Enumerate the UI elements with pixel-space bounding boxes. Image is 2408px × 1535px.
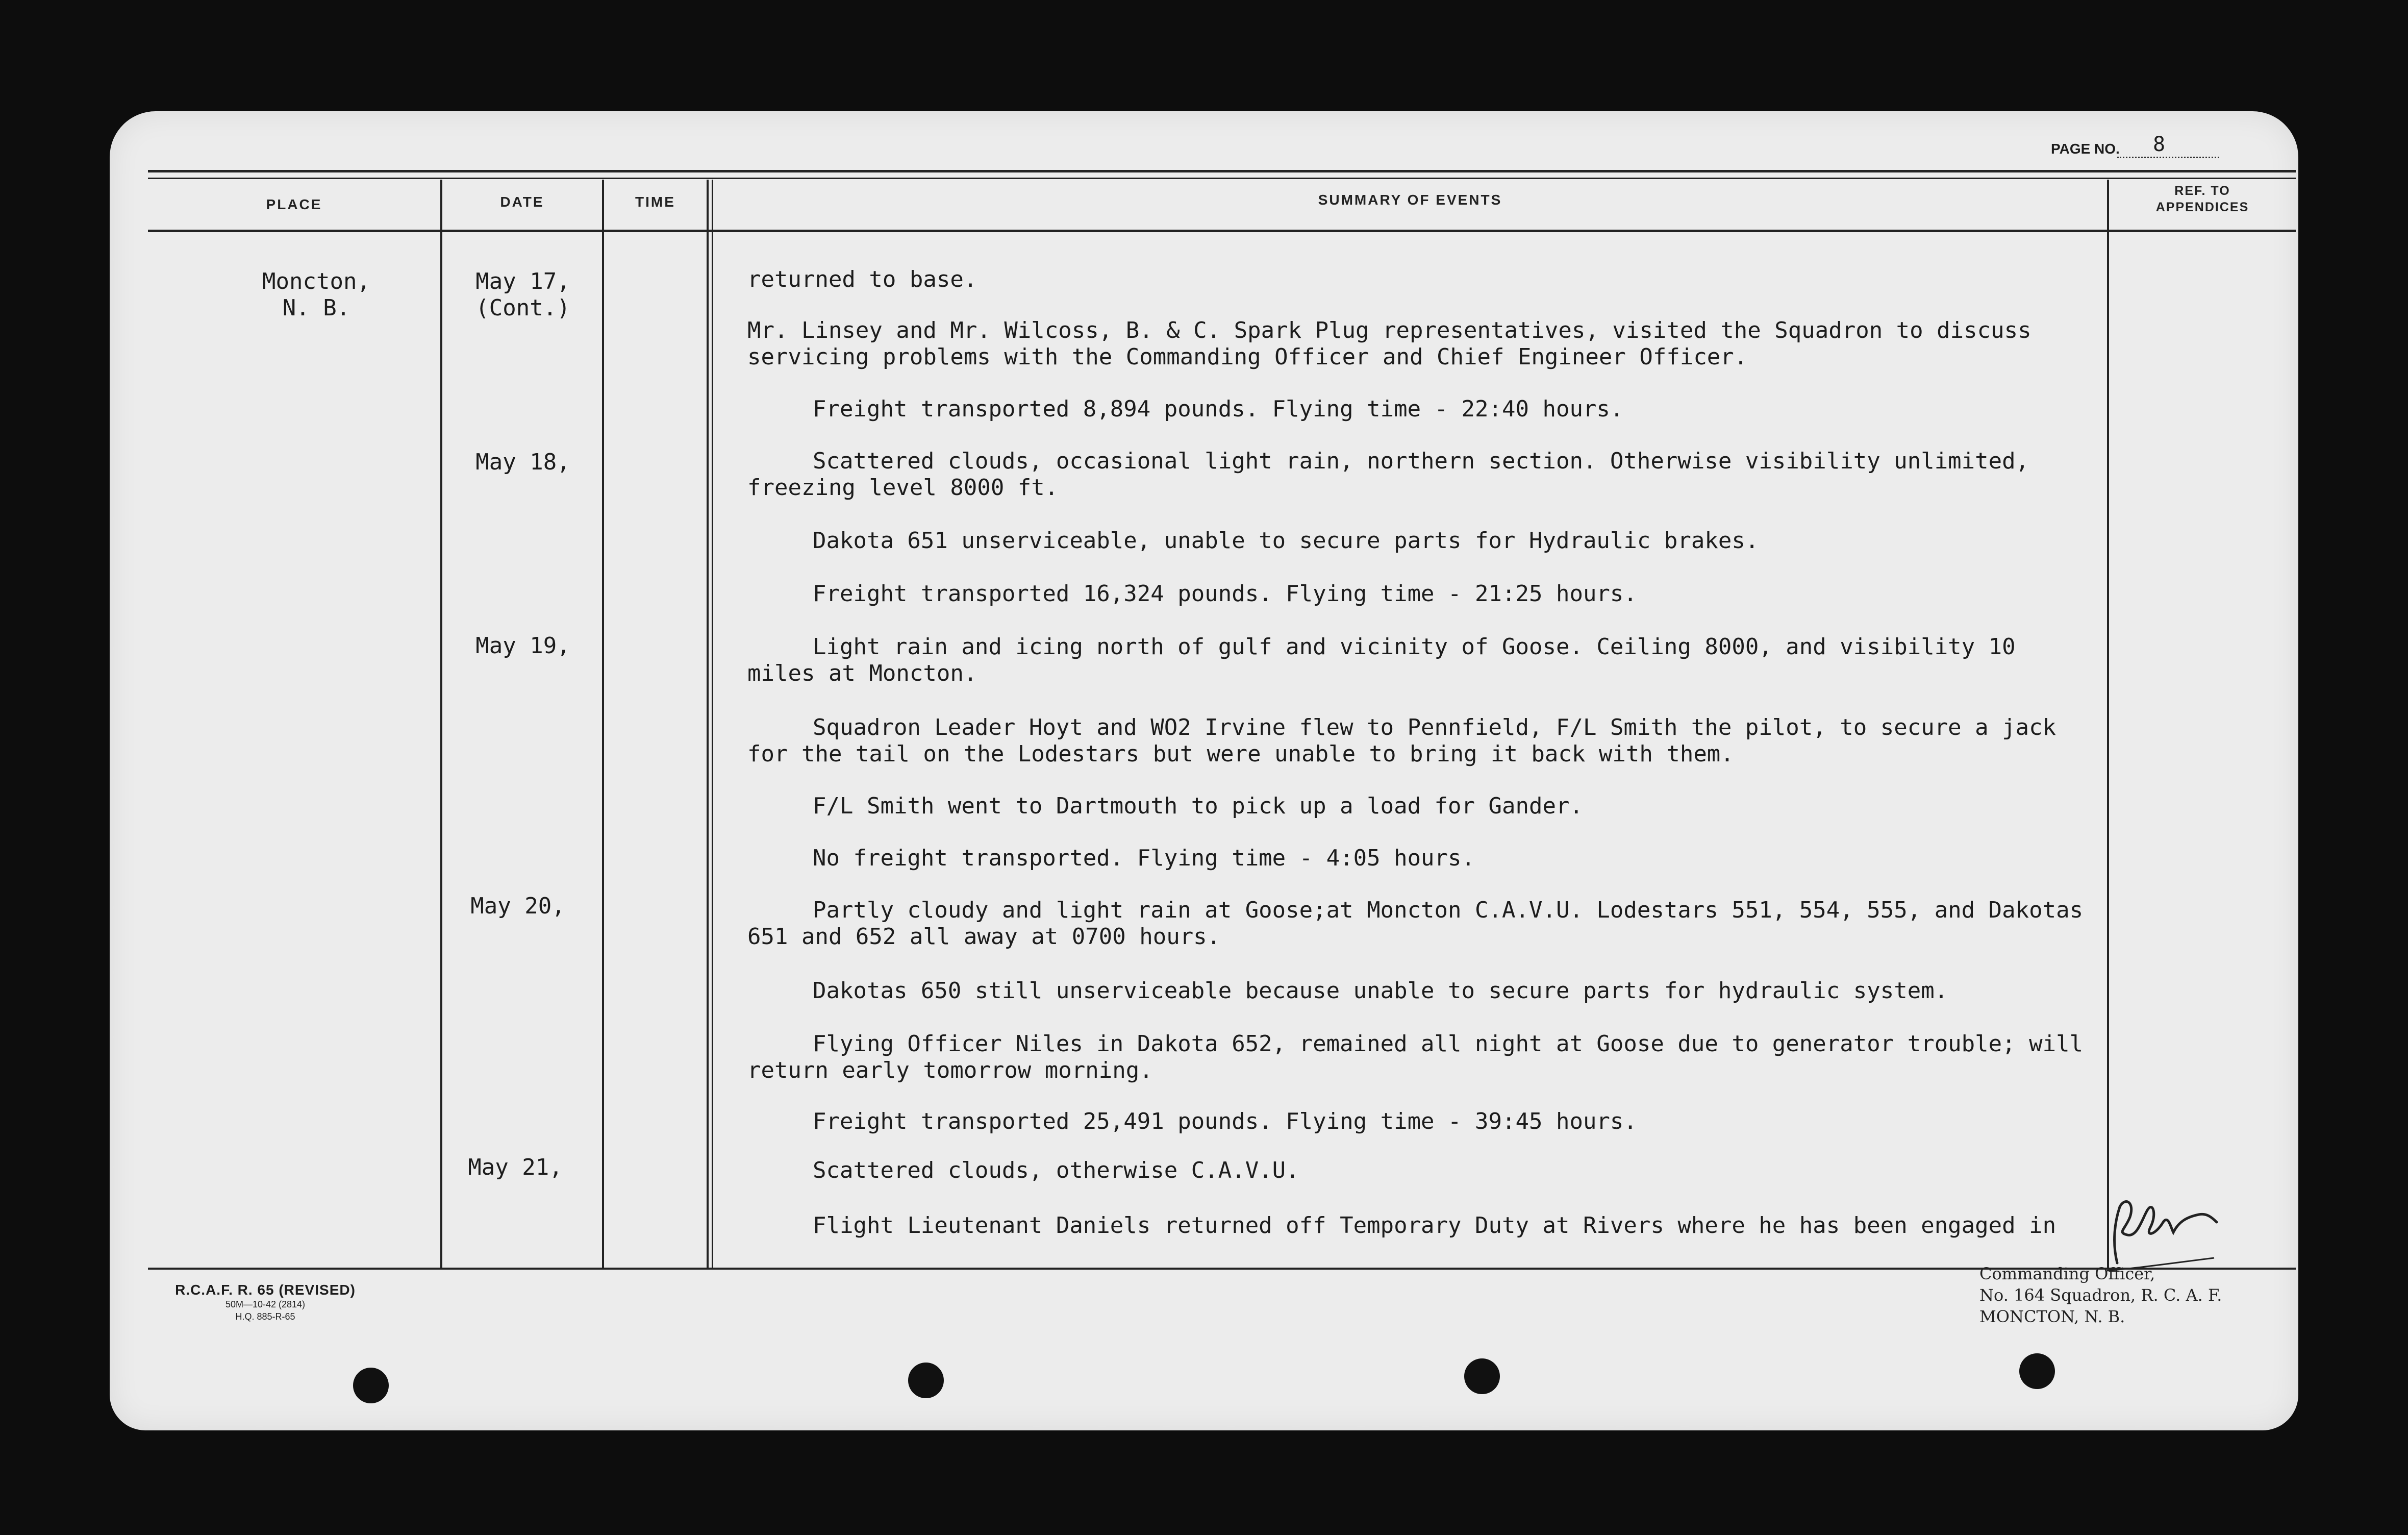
- date-may-20: [444, 893, 592, 920]
- event-entry: Freight transported 25,491 pounds. Flying time - 39:45 hours.: [813, 1108, 1637, 1134]
- date-line1: May 21,: [468, 1154, 563, 1180]
- header-ref-appendices: [2109, 183, 2296, 215]
- header-summary: SUMMARY OF EVENTS: [1318, 192, 1502, 208]
- page-number-underline: [2117, 157, 2219, 158]
- col-divider-place: [440, 180, 442, 1268]
- form-code: R.C.A.F. R. 65 (REVISED): [175, 1282, 356, 1298]
- place-line1: Moncton,: [262, 268, 370, 294]
- place-line2: N. B.: [282, 295, 350, 321]
- event-entry: Freight transported 16,324 pounds. Flying time - 21:25 hours.: [813, 581, 1637, 607]
- event-entry: Dakotas 650 still unserviceable because unable to secure parts for hydraulic system.: [813, 978, 1948, 1004]
- col-divider-time-2: [712, 180, 713, 1268]
- signature-unit: No. 164 Squadron, R. C. A. F.: [1979, 1285, 2222, 1305]
- signature-block: [1979, 1263, 2286, 1327]
- event-entry: Scattered clouds, occasional light rain, northern section. Otherwise visibility unlimited, freezing level 8000 ft.: [747, 448, 2029, 501]
- form-code-block: [148, 1282, 383, 1323]
- event-entry: Light rain and icing north of gulf and vicinity of Goose. Ceiling 8000, and visibility 10 miles at Moncton.: [747, 634, 2016, 686]
- event-entry: Flight Lieutenant Daniels returned off Temporary Duty at Rivers where he has been engaged in: [813, 1212, 2056, 1239]
- page-number-label: PAGE NO.: [2051, 141, 2120, 157]
- bottom-rule: [148, 1268, 2296, 1270]
- event-entry: Scattered clouds, otherwise C.A.V.U.: [813, 1157, 1299, 1183]
- header-bottom-rule: [148, 230, 2296, 232]
- date-may-17: [449, 268, 597, 321]
- col-divider-date: [602, 180, 604, 1268]
- date-may-18: [449, 449, 597, 476]
- print-line1: 50M—10-42 (2814): [225, 1299, 306, 1309]
- date-may-21: [441, 1154, 589, 1181]
- print-line2: H.Q. 885-R-65: [235, 1311, 295, 1322]
- place-entry: [235, 268, 398, 321]
- event-entry: returned to base.: [747, 266, 977, 292]
- header-ref-line2: APPENDICES: [2155, 200, 2249, 214]
- date-line1: May 19,: [475, 633, 570, 659]
- signature-title: Commanding Officer,: [1979, 1264, 2155, 1283]
- date-line1: May 18,: [475, 449, 570, 475]
- header-date: DATE: [500, 194, 544, 210]
- date-line2: (Cont.): [475, 295, 570, 321]
- binder-hole: [353, 1368, 389, 1403]
- event-entry: Flying Officer Niles in Dakota 652, remained all night at Goose due to generator trouble; will return early tomorrow morning.: [747, 1031, 2084, 1083]
- col-divider-summary: [2107, 180, 2109, 1268]
- page-number: [2051, 131, 2219, 161]
- top-rule-2: [148, 178, 2296, 179]
- event-entry: Squadron Leader Hoyt and WO2 Irvine flew to Pennfield, F/L Smith the pilot, to secure a jack for the tail on the Lodestars but were unable to bring it back with them.: [747, 714, 2056, 767]
- event-entry: Mr. Linsey and Mr. Wilcoss, B. & C. Spark Plug representatives, visited the Squadron to discuss servicing problems with the Commanding Officer and Chief Engineer Officer.: [747, 317, 2031, 370]
- header-time: TIME: [635, 194, 675, 210]
- binder-hole: [1464, 1358, 1500, 1394]
- top-double-rule: [148, 170, 2296, 172]
- signature-location: MONCTON, N. B.: [1979, 1307, 2125, 1326]
- header-place: PLACE: [266, 196, 322, 212]
- date-may-19: [449, 633, 597, 659]
- event-entry: No freight transported. Flying time - 4:05 hours.: [813, 845, 1475, 871]
- event-entry: F/L Smith went to Dartmouth to pick up a load for Gander.: [813, 793, 1583, 819]
- header-ref-line1: REF. TO: [2174, 184, 2230, 198]
- page-number-value: 8: [2153, 133, 2166, 156]
- binder-hole: [908, 1363, 944, 1398]
- binder-hole: [2019, 1353, 2055, 1389]
- col-divider-time: [707, 180, 709, 1268]
- event-entry: Freight transported 8,894 pounds. Flying time - 22:40 hours.: [813, 396, 1624, 422]
- date-line1: May 17,: [475, 268, 570, 294]
- date-line1: May 20,: [470, 893, 565, 919]
- event-entry: Partly cloudy and light rain at Goose;at Moncton C.A.V.U. Lodestars 551, 554, 555, and Dakotas 651 and 652 all away at 0700 hours.: [747, 897, 2084, 950]
- event-entry: Dakota 651 unserviceable, unable to secure parts for Hydraulic brakes.: [813, 528, 1759, 554]
